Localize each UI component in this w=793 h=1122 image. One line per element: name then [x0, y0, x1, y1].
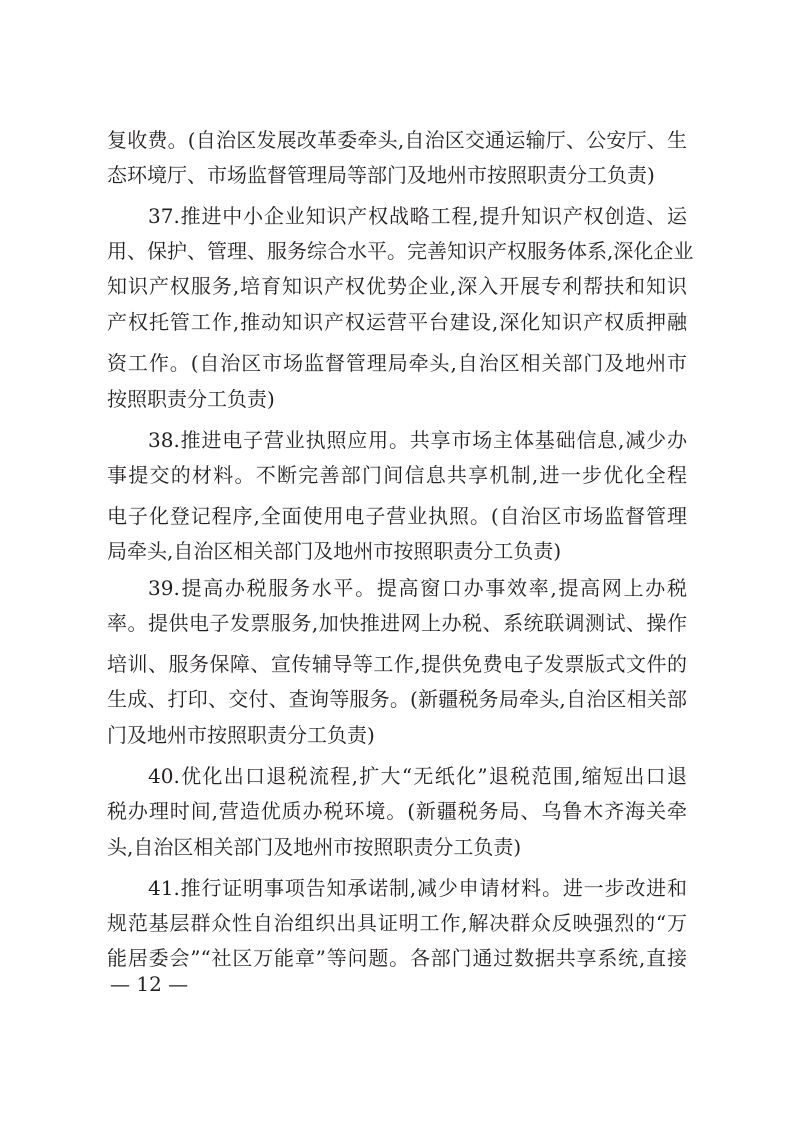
- text-line: 按照职责分工负责): [107, 387, 275, 411]
- text-line: 38.推进电子营业执照应用。共享市场主体基础信息,减少办: [148, 428, 687, 452]
- text-line: 规范基层群众性自治组织出具证明工作,解决群众反映强烈的“万: [107, 911, 687, 935]
- text-line: 用、保护、管理、服务综合水平。完善知识产权服务体系,深化企业: [107, 239, 694, 263]
- text-line: 局牵头,自治区相关部门及地州市按照职责分工负责): [107, 539, 562, 563]
- text-line: 39.提高办税服务水平。提高窗口办事效率,提高网上办税: [148, 576, 687, 600]
- text-line: 门及地州市按照职责分工负责): [107, 723, 375, 747]
- text-line: 41.推行证明事项告知承诺制,减少申请材料。进一步改进和: [148, 876, 687, 900]
- text-line: 复收费。(自治区发展改革委牵头,自治区交通运输厅、公安厅、生: [107, 128, 687, 152]
- text-line: 能居委会”“社区万能章”等问题。各部门通过数据共享系统,直接: [107, 946, 687, 970]
- text-line: 税办理时间,营造优质办税环境。(新疆税务局、乌鲁木齐海关牵: [107, 799, 687, 823]
- text-line: 事提交的材料。不断完善部门间信息共享机制,进一步优化全程: [107, 463, 687, 487]
- page-number: — 12 —: [110, 972, 189, 996]
- text-line: 知识产权服务,培育知识产权优势企业,深入开展专利帮扶和知识: [107, 274, 687, 298]
- text-line: 37.推进中小企业知识产权战略工程,提升知识产权创造、运: [148, 204, 687, 228]
- text-line: 头,自治区相关部门及地州市按照职责分工负责): [107, 835, 522, 859]
- text-line: 率。提供电子发票服务,加快推进网上办税、系统联调测试、操作: [107, 611, 687, 635]
- text-line: 培训、服务保障、宣传辅导等工作,提供免费电子发票版式文件的: [107, 652, 687, 676]
- text-line: 产权托管工作,推动知识产权运营平台建设,深化知识产权质押融: [107, 310, 687, 334]
- text-line: 生成、打印、交付、查询等服务。(新疆税务局牵头,自治区相关部: [107, 687, 687, 711]
- text-line: 资工作。(自治区市场监督管理局牵头,自治区相关部门及地州市: [107, 351, 687, 375]
- text-line: 电子化登记程序,全面使用电子营业执照。(自治区市场监督管理: [107, 504, 687, 528]
- text-line: 态环境厅、市场监督管理局等部门及地州市按照职责分工负责): [107, 163, 655, 187]
- text-line: 40.优化出口退税流程,扩大“无纸化”退税范围,缩短出口退: [148, 764, 687, 788]
